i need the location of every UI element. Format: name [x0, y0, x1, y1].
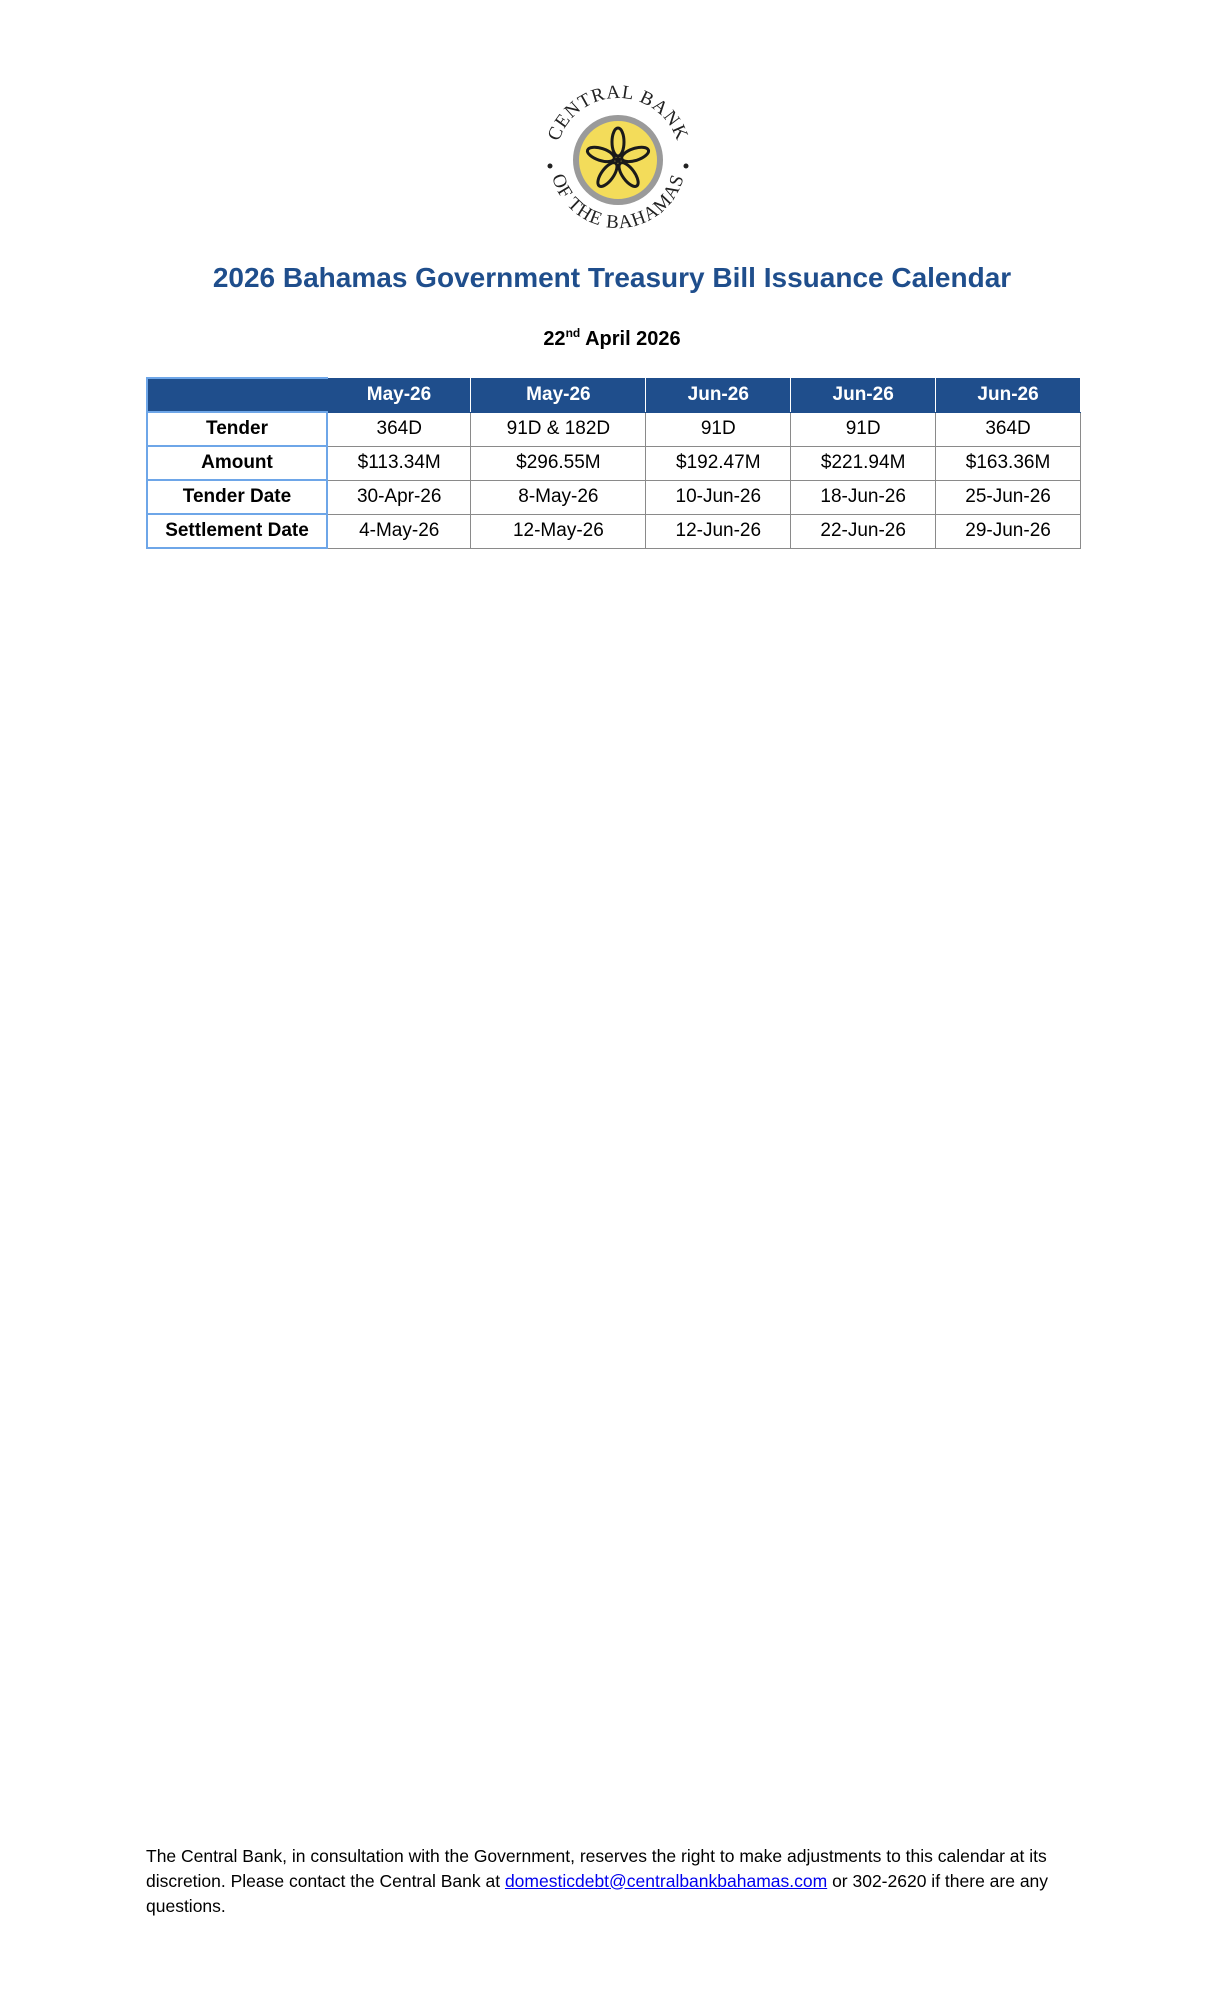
table-cell: 91D & 182D — [471, 412, 646, 446]
table-row-tender — [147, 412, 1081, 446]
table-cell: 29-Jun-26 — [936, 514, 1081, 548]
issue-date-day: 22 — [543, 328, 566, 350]
row-label: Tender — [147, 412, 327, 446]
central-bank-logo — [538, 80, 698, 240]
table-cell: 364D — [936, 412, 1081, 446]
table-cell: 8-May-26 — [471, 480, 646, 514]
header-corner-cell — [147, 378, 327, 412]
table-cell: $221.94M — [791, 446, 936, 480]
table-cell: 364D — [327, 412, 471, 446]
footer-disclaimer — [146, 1844, 1086, 1919]
table-cell: $192.47M — [646, 446, 791, 480]
row-label: Amount — [147, 446, 327, 480]
table-cell: 10-Jun-26 — [646, 480, 791, 514]
footer-text-before: The Central Bank, in consultation with the Government, reserves the right to make adjustments to this calendar at its discretion. Please contact the Central Bank at — [146, 1845, 1047, 1891]
table-row-settlement-date — [147, 514, 1081, 548]
logo-text-top: CENTRAL BANK — [543, 81, 693, 144]
issuance-calendar-table — [146, 377, 1081, 549]
table-cell: 91D — [791, 412, 936, 446]
table-header-row — [147, 378, 1081, 412]
table-cell: 30-Apr-26 — [327, 480, 471, 514]
issue-date-rest: April 2026 — [585, 328, 681, 350]
column-header: Jun-26 — [791, 378, 936, 412]
table-cell: 4-May-26 — [327, 514, 471, 548]
table-cell: 12-May-26 — [471, 514, 646, 548]
table-row-tender-date — [147, 480, 1081, 514]
column-header: May-26 — [471, 378, 646, 412]
column-header: Jun-26 — [646, 378, 791, 412]
table-cell: $296.55M — [471, 446, 646, 480]
issue-date-suffix: nd — [565, 326, 581, 340]
table-row-amount — [147, 446, 1081, 480]
issue-date — [0, 326, 1224, 351]
column-header: May-26 — [327, 378, 471, 412]
page-title: 2026 Bahamas Government Treasury Bill Issuance Calendar — [212, 262, 1012, 293]
table-cell: 91D — [646, 412, 791, 446]
table-cell: $163.36M — [936, 446, 1081, 480]
footer-text-after: or 302-2620 if there are any questions. — [146, 1870, 1049, 1916]
row-label: Settlement Date — [147, 514, 327, 548]
table-cell: 12-Jun-26 — [646, 514, 791, 548]
table-cell: 18-Jun-26 — [791, 480, 936, 514]
contact-email-link[interactable]: domesticdebt@centralbankbahamas.com — [504, 1870, 828, 1891]
table-cell: $113.34M — [327, 446, 471, 480]
row-label: Tender Date — [147, 480, 327, 514]
table-cell: 25-Jun-26 — [936, 480, 1081, 514]
logo-text-bottom: OF THE BAHAMAS — [547, 171, 689, 234]
column-header: Jun-26 — [936, 378, 1081, 412]
table-cell: 22-Jun-26 — [791, 514, 936, 548]
